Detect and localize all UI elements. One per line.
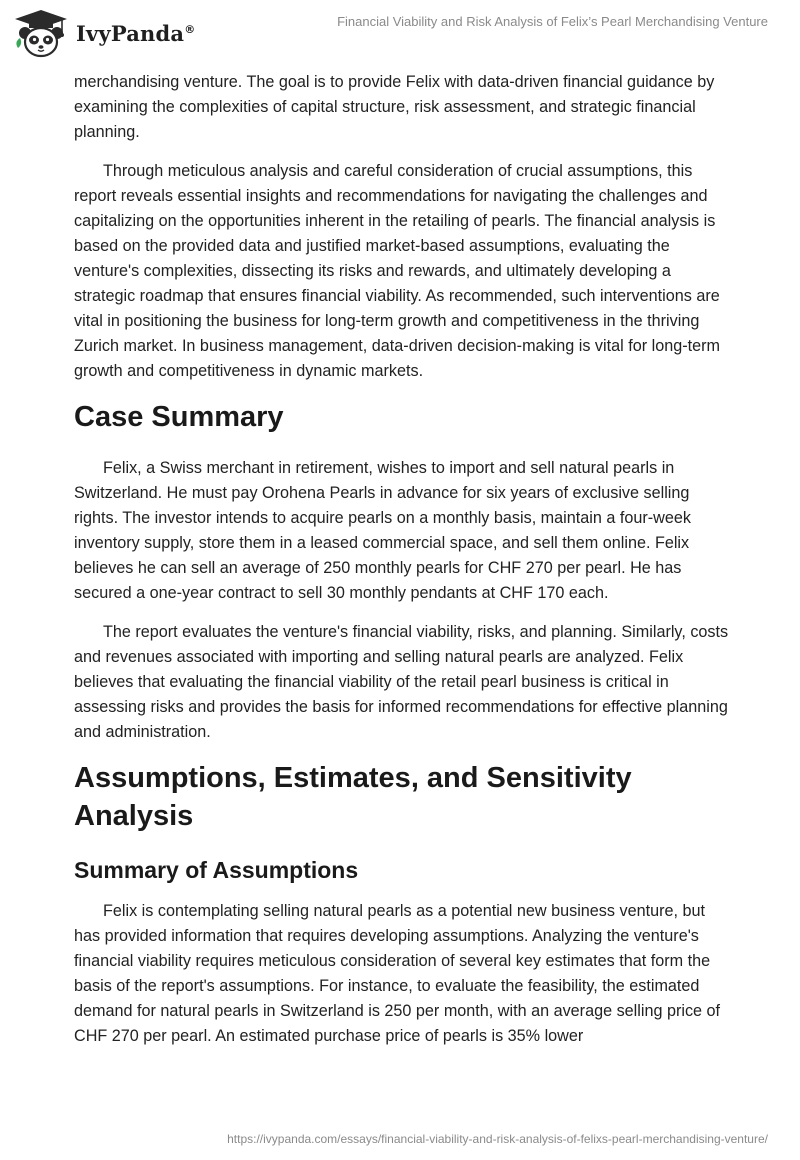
paragraph-intro-continued: merchandising venture. The goal is to provide Felix with data-driven financial guidance by examining the complexities of capital structure, risk assessment, and strategic financial planning. (74, 73, 715, 141)
paragraph-analysis-overview: Through meticulous analysis and careful consideration of crucial assumptions, this report reveals essential insights and recommendations for navigating the challenges and capitalizing on the opportunities inherent in the retailing of pearls. The financial analysis is based on the provided data and justified market-based assumptions, evaluating the venture's complexities, dissecting its risks and rewards, and ultimately developing a strategic roadmap that ensures financial viability. As recommended, such interventions are vital in positioning the business for long-term growth and competitiveness in the thriving Zurich market. In business management, data-driven decision-making is vital for long-term growth and competitiveness in dynamic markets. (74, 162, 720, 380)
source-url[interactable]: https://ivypanda.com/essays/financial-viability-and-risk-analysis-of-felixs-pearl-merchandising-venture/ (227, 1132, 768, 1146)
paragraph-case-report: The report evaluates the venture's financial viability, risks, and planning. Similarly, costs and revenues associated with importing and selling natural pearls are analyzed. Felix believes that evaluating the financial viability of the retail pearl business is critical in assessing risks and provides the basis for informed recommendations for effective planning and administration. (74, 623, 729, 741)
paragraph-case-felix: Felix, a Swiss merchant in retirement, wishes to import and sell natural pearls in Switzerland. He must pay Orohena Pearls in advance for six years of exclusive selling rights. The investor intends to acquire pearls on a monthly basis, maintain a four-week inventory supply, store them in a leased commercial space, and sell them online. Felix believes he can sell an average of 250 monthly pearls for CHF 270 per pearl. He has secured a one-year contract to sell 30 monthly pendants at CHF 170 each. (74, 459, 691, 602)
essay-body (74, 70, 730, 1063)
logo-wordmark: IvyPanda® (76, 20, 196, 46)
heading-assumptions: Assumptions, Estimates, and Sensitivity Analysis (74, 762, 632, 832)
panda-graduate-icon (12, 8, 70, 58)
ivypanda-logo[interactable] (12, 8, 195, 58)
paragraph-assumptions: Felix is contemplating selling natural pearls as a potential new business venture, but has provided information that requires developing assumptions. Analyzing the venture's financial viability requires meticulous consideration of several key estimates that form the basis of the report's assumptions. For instance, to evaluate the feasibility, the estimated demand for natural pearls in Switzerland is 250 per month, with an average selling price of CHF 270 per pearl. An estimated purchase price of pearls is 35% lower (74, 902, 721, 1045)
subheading-summary-of-assumptions: Summary of Assumptions (74, 857, 359, 883)
page-header (0, 0, 800, 66)
heading-case-summary: Case Summary (74, 401, 284, 433)
document-title: Financial Viability and Risk Analysis of Felix’s Pearl Merchandising Venture (337, 14, 768, 29)
